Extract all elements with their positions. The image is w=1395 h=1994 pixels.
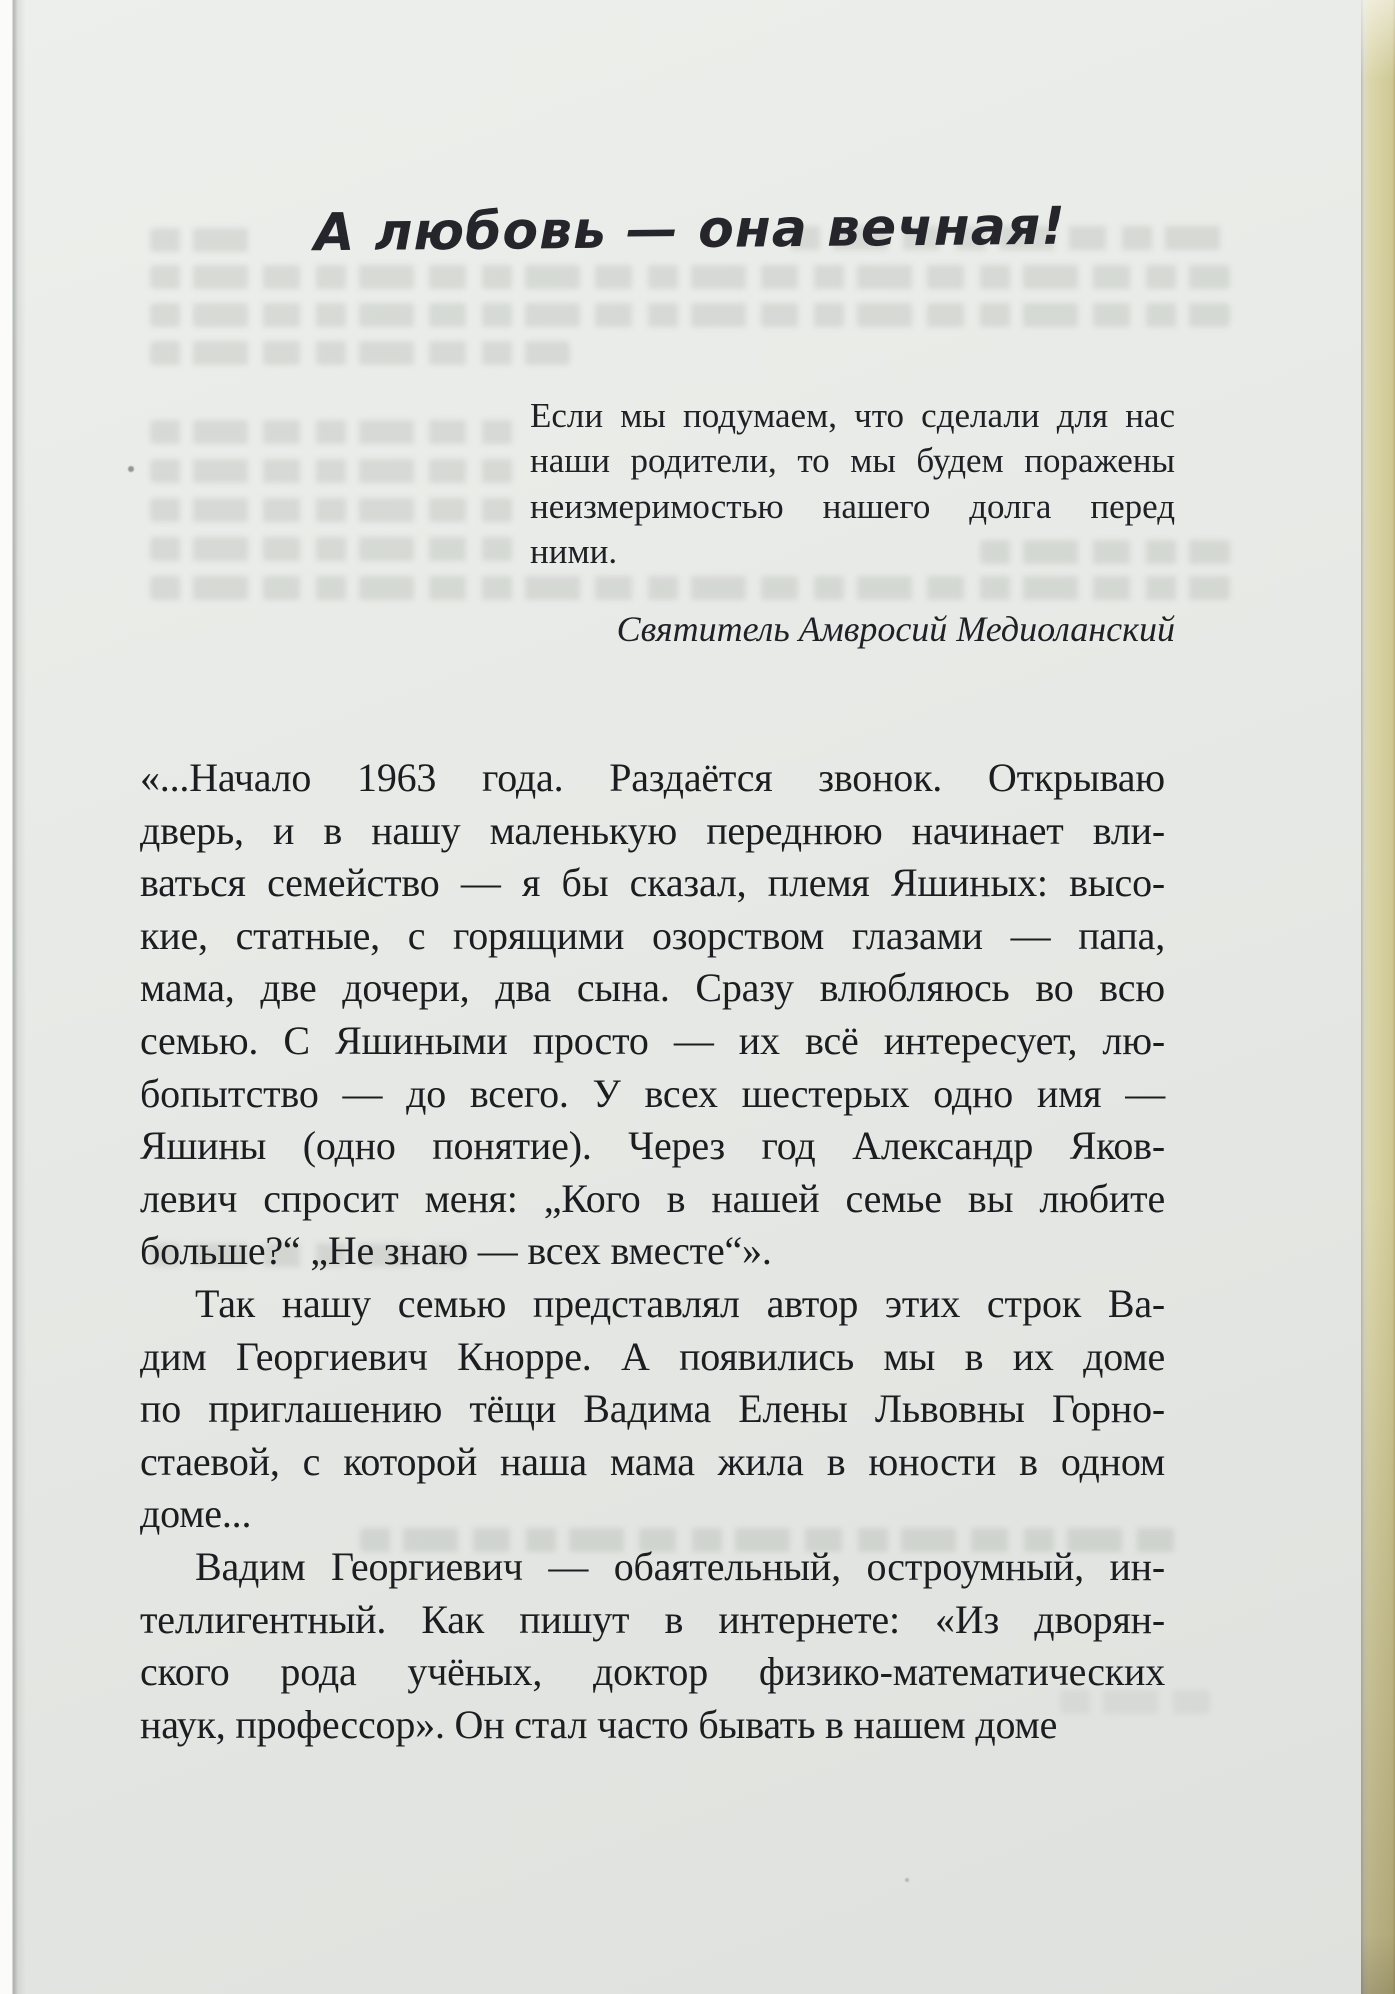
text-line: мама, две дочери, два сына. Сразу влюбляюсь во всю [140, 965, 1165, 1011]
ink-speck [128, 466, 134, 472]
text-line: Если мы подумаем, что сделали для нас [530, 396, 1175, 435]
text-line: бопытство — до всего. У всех шестерых одно имя — [140, 1070, 1165, 1116]
bleedthrough-ghost-line [150, 303, 1230, 327]
text-line: по приглашению тёщи Вадима Елены Львовны Горно- [140, 1386, 1165, 1432]
text-line: семью. С Яшиными просто — их всё интересует, лю- [140, 1017, 1165, 1063]
body-text [140, 752, 1165, 1751]
text-line: стаевой, с которой наша мама жила в юности в одном [140, 1438, 1165, 1484]
bleedthrough-ghost-line [150, 420, 520, 444]
epigraph [530, 393, 1175, 574]
body-paragraph [140, 1541, 1165, 1751]
text-line: Яшины (одно понятие). Через год Александр Яков- [140, 1123, 1165, 1169]
ink-speck [905, 1878, 909, 1882]
text-line: неизмеримостью нашего долга перед [530, 486, 1175, 526]
text-line: наши родители, то мы будем поражены [530, 441, 1175, 481]
bleedthrough-ghost-line [150, 498, 515, 522]
epigraph-attribution: Святитель Амвросий Медиоланский [616, 609, 1175, 649]
text-line: Так нашу семью представлял автор этих строк Ва- [195, 1280, 1165, 1326]
page-edge-left [0, 0, 26, 1994]
text-line: больше?“ „Не знаю — всех вместе“». [140, 1228, 772, 1274]
body-paragraph [140, 1278, 1165, 1541]
text-line: ского рода учёных, доктор физико-математических [140, 1649, 1165, 1695]
chapter-title: А любовь — она вечная! [313, 196, 1067, 264]
text-line: дверь, и в нашу маленькую переднюю начинает вли- [140, 807, 1165, 853]
bleedthrough-ghost-line [150, 265, 1230, 289]
text-line: Вадим Георгиевич — обаятельный, остроумный, ин- [195, 1543, 1165, 1589]
body-paragraph [140, 752, 1165, 1278]
text-line: дим Георгиевич Кнорре. А появились мы в их доме [140, 1333, 1165, 1379]
text-line: кие, статные, с горящими озорством глазами — папа, [140, 912, 1165, 958]
bleedthrough-ghost-line [150, 537, 520, 561]
text-line: ними. [530, 531, 618, 571]
bleedthrough-ghost-line [150, 576, 1230, 600]
text-line: наук, профессор». Он стал часто бывать в нашем доме [140, 1701, 1058, 1747]
page-edge-right [1361, 0, 1395, 1994]
text-line: теллигентный. Как пишут в интернете: «Из дворян- [140, 1596, 1165, 1642]
bleedthrough-ghost-line [150, 459, 525, 483]
bleedthrough-ghost-line [150, 341, 570, 365]
text-line: доме... [140, 1491, 252, 1537]
text-line: «...Начало 1963 года. Раздаётся звонок. Открываю [140, 755, 1165, 800]
text-line: левич спросит меня: „Кого в нашей семье вы любите [140, 1175, 1165, 1221]
text-line: ваться семейство — я бы сказал, племя Яшиных: высо- [140, 860, 1165, 906]
